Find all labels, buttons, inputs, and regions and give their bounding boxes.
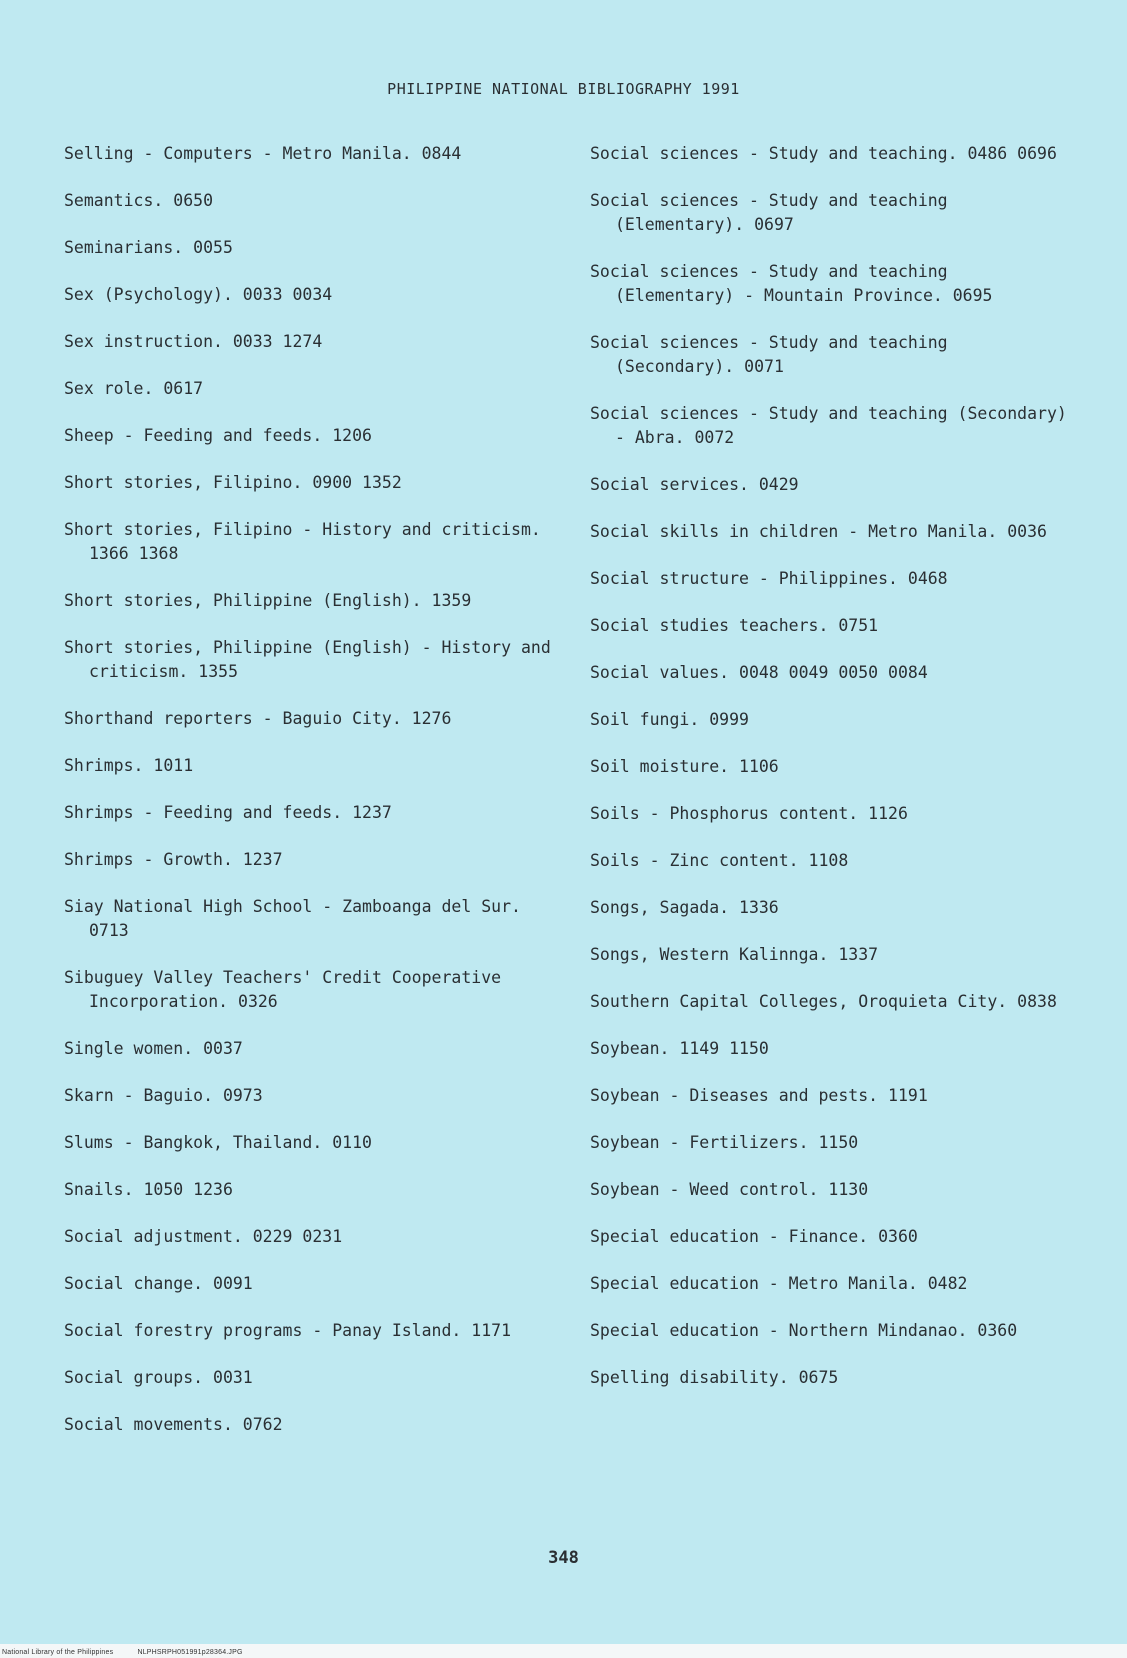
index-entry: Semantics. 0650 (64, 191, 214, 210)
index-entry: Spelling disability. 0675 (590, 1368, 839, 1387)
index-entry: Short stories, Philippine (English) - History and criticism. 1355 (64, 638, 551, 681)
index-entry: Social sciences - Study and teaching (Secondary). 0071 (590, 333, 948, 376)
index-column-left (64, 142, 569, 1460)
index-entry: Special education - Finance. 0360 (590, 1227, 918, 1246)
index-entry: Shrimps. 1011 (64, 756, 194, 775)
index-entry: Short stories, Philippine (English). 1359 (64, 591, 472, 610)
index-entry: Sheep - Feeding and feeds. 1206 (64, 426, 372, 445)
index-entry: Social skills in children - Metro Manila. 0036 (590, 522, 1047, 541)
index-entry: Skarn - Baguio. 0973 (64, 1086, 263, 1105)
index-entry: Seminarians. 0055 (64, 238, 233, 257)
index-entry: Southern Capital Colleges, Oroquieta City. 0838 (590, 992, 1057, 1011)
index-entry: Short stories, Filipino. 0900 1352 (64, 473, 402, 492)
index-entry: Shrimps - Feeding and feeds. 1237 (64, 803, 392, 822)
page-number: 348 (548, 1548, 579, 1568)
footer-file: NLPHSRPH051991p28364.JPG (137, 1649, 243, 1656)
index-column-right (590, 142, 1070, 1413)
index-entry: Social services. 0429 (590, 475, 799, 494)
index-entry: Social structure - Philippines. 0468 (590, 569, 948, 588)
index-entry: Siay National High School - Zamboanga del Sur. 0713 (64, 897, 521, 940)
index-entry: Social forestry programs - Panay Island. 1171 (64, 1321, 512, 1340)
index-entry: Songs, Western Kalinnga. 1337 (590, 945, 879, 964)
index-entry: Social studies teachers. 0751 (590, 616, 879, 635)
index-entry: Selling - Computers - Metro Manila. 0844 (64, 144, 462, 163)
scan-footer (2, 1649, 265, 1656)
index-entry: Soybean - Weed control. 1130 (590, 1180, 869, 1199)
index-entry: Social adjustment. 0229 0231 (64, 1227, 343, 1246)
index-entry: Soils - Phosphorus content. 1126 (590, 804, 908, 823)
index-entry: Soils - Zinc content. 1108 (590, 851, 849, 870)
index-entry: Soil fungi. 0999 (590, 710, 749, 729)
index-entry: Social change. 0091 (64, 1274, 253, 1293)
index-entry: Short stories, Filipino - History and criticism. 1366 1368 (64, 520, 541, 563)
index-entry: Sex instruction. 0033 1274 (64, 332, 323, 351)
index-entry: Soybean - Fertilizers. 1150 (590, 1133, 859, 1152)
index-entry: Social movements. 0762 (64, 1415, 283, 1434)
index-entry: Shrimps - Growth. 1237 (64, 850, 283, 869)
index-entry: Soil moisture. 1106 (590, 757, 779, 776)
page-title: PHILIPPINE NATIONAL BIBLIOGRAPHY 1991 (387, 80, 740, 98)
index-entry: Special education - Metro Manila. 0482 (590, 1274, 968, 1293)
index-entry: Snails. 1050 1236 (64, 1180, 233, 1199)
index-entry: Social values. 0048 0049 0050 0084 (590, 663, 928, 682)
index-entry: Sibuguey Valley Teachers' Credit Cooperative Incorporation. 0326 (64, 968, 502, 1011)
index-entry: Soybean - Diseases and pests. 1191 (590, 1086, 928, 1105)
index-entry: Soybean. 1149 1150 (590, 1039, 769, 1058)
index-entry: Special education - Northern Mindanao. 0360 (590, 1321, 1018, 1340)
index-entry: Social groups. 0031 (64, 1368, 253, 1387)
index-entry: Social sciences - Study and teaching (Elementary). 0697 (590, 191, 948, 234)
index-entry: Slums - Bangkok, Thailand. 0110 (64, 1133, 372, 1152)
index-entry: Sex (Psychology). 0033 0034 (64, 285, 333, 304)
index-entry: Social sciences - Study and teaching (Elementary) - Mountain Province. 0695 (590, 262, 993, 305)
index-entry: Single women. 0037 (64, 1039, 243, 1058)
index-entry: Social sciences - Study and teaching. 0486 0696 (590, 144, 1057, 163)
index-entry: Songs, Sagada. 1336 (590, 898, 779, 917)
index-entry: Sex role. 0617 (64, 379, 204, 398)
footer-source: National Library of the Philippines (2, 1649, 114, 1656)
index-entry: Social sciences - Study and teaching (Secondary) - Abra. 0072 (590, 404, 1067, 447)
index-entry: Shorthand reporters - Baguio City. 1276 (64, 709, 452, 728)
